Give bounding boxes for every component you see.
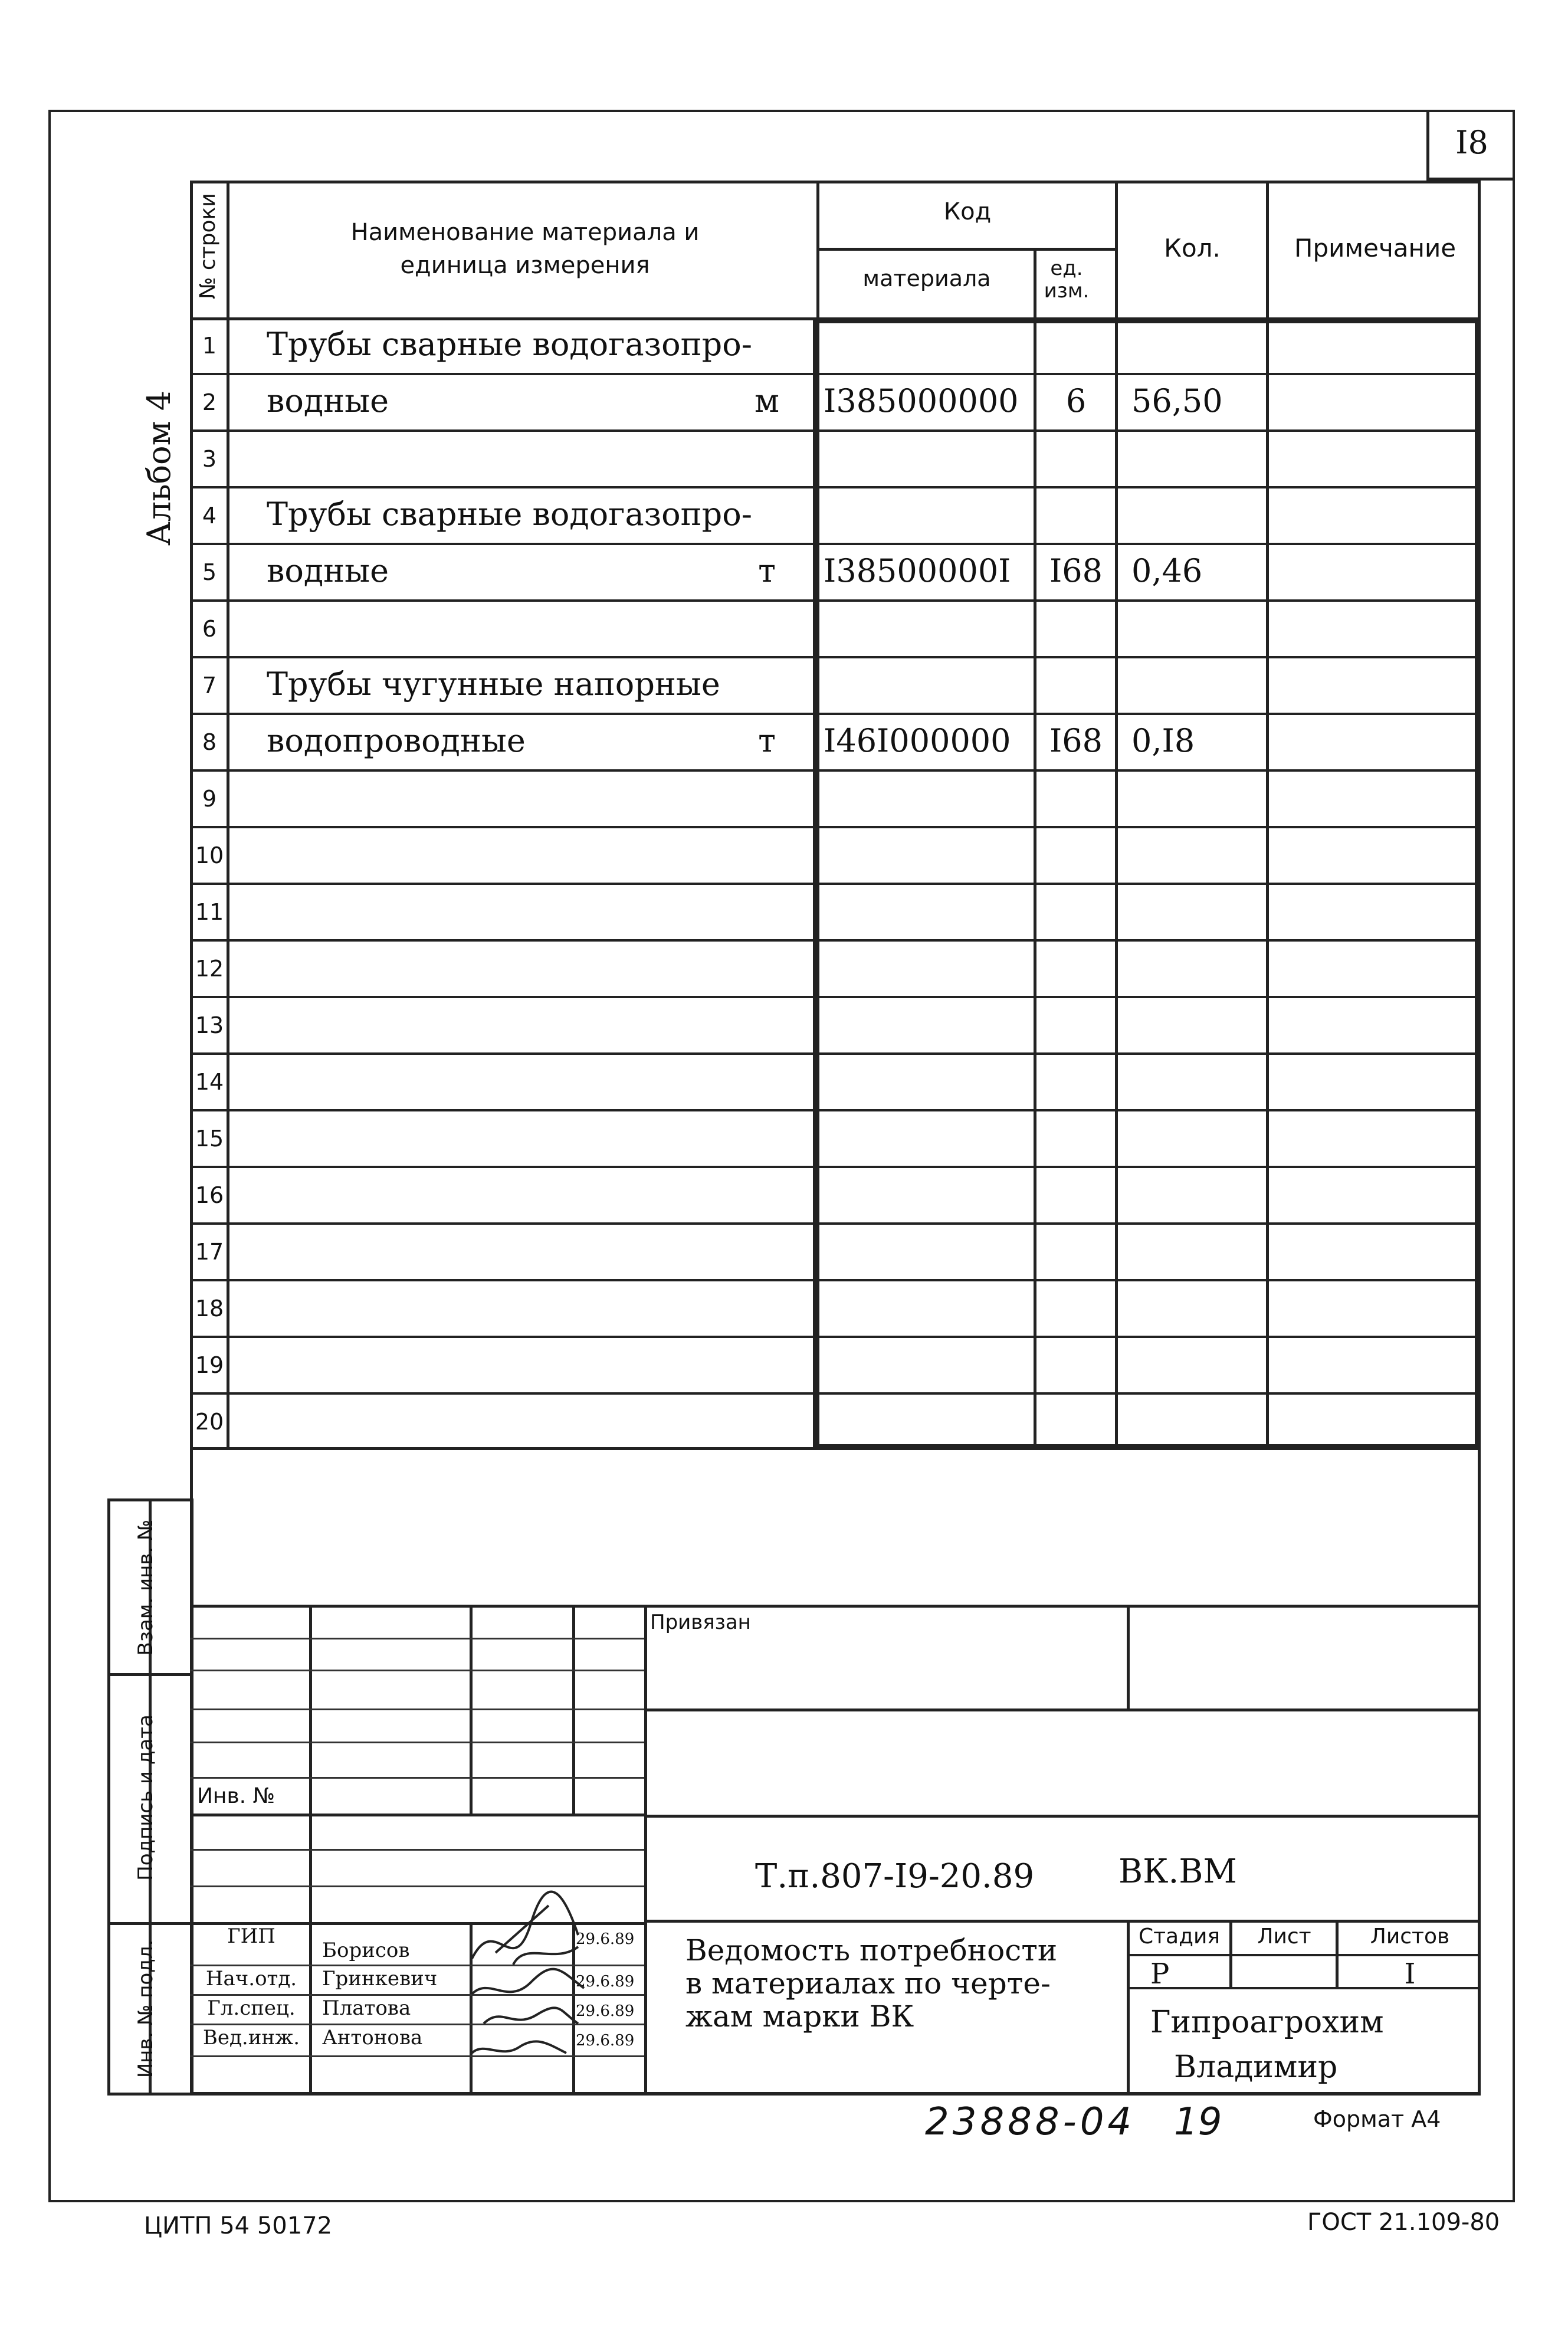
material-name: водные	[267, 552, 389, 589]
stamp-role: Нач.отд.	[205, 1967, 297, 1990]
stamp-role: Гл.спец.	[207, 1996, 296, 2020]
header-name: Наименование материала и единица измерения	[350, 219, 700, 279]
material-unit: т	[758, 722, 776, 759]
unit-code: I68	[1049, 552, 1103, 589]
header-note: Примечание	[1294, 234, 1457, 263]
stamp-date: 29.6.89	[576, 2002, 635, 2020]
album-label: Альбом 4	[140, 390, 178, 546]
row-number: 15	[195, 1126, 224, 1152]
material-code: I46I000000	[824, 722, 1011, 759]
row-number: 9	[202, 786, 217, 812]
row-number: 20	[195, 1409, 224, 1435]
signature-marks	[460, 1888, 596, 2065]
stamp-role: Вед.инж.	[202, 2026, 300, 2049]
row-number: 10	[195, 842, 224, 868]
stamp-title-line: в материалах по черте-	[685, 1966, 1051, 2001]
stamp-date: 29.6.89	[576, 1973, 635, 1990]
stamp-privyazan: Привязан	[650, 1611, 751, 1634]
stamp-doc-code: Т.п.807-I9-20.89	[755, 1857, 1035, 1896]
side-vzam-inv: Взам. инв. №	[134, 1519, 158, 1656]
stamp-sheets: I	[1404, 1957, 1416, 1990]
row-number: 8	[202, 729, 217, 755]
stamp-title	[685, 1934, 1057, 2033]
stamp-date: 29.6.89	[576, 1930, 635, 1948]
footer-handwritten-number: 23888-04	[925, 2100, 1136, 2144]
stamp-stage: Р	[1150, 1957, 1170, 1990]
stamp-mark: ВК.ВМ	[1118, 1852, 1237, 1891]
stamp-stage-label: Стадия	[1138, 1924, 1221, 1949]
unit-code: I68	[1049, 722, 1103, 759]
row-number: 12	[195, 956, 224, 982]
stamp-org-line: Владимир	[1174, 2049, 1338, 2085]
row-number: 6	[202, 616, 217, 642]
stamp-person-name: Платова	[322, 1996, 411, 2020]
row-number: 13	[195, 1012, 224, 1038]
quantity: 56,50	[1131, 382, 1223, 419]
header-code: Код	[943, 198, 992, 225]
material-name: водопроводные	[267, 722, 526, 759]
footer-handwritten-page: 19	[1174, 2100, 1222, 2144]
footer-right: ГОСТ 21.109-80	[1307, 2209, 1500, 2236]
row-number: 18	[195, 1296, 224, 1321]
row-number: 4	[202, 503, 217, 529]
row-number: 19	[195, 1352, 224, 1378]
stamp-date: 29.6.89	[576, 2032, 635, 2049]
row-number: 5	[202, 559, 217, 585]
row-number: 17	[195, 1239, 224, 1265]
sheet-number: I8	[1455, 124, 1488, 161]
header-row-no: № строки	[196, 193, 220, 299]
material-code: I385000000	[824, 382, 1019, 419]
row-number: 7	[202, 673, 217, 699]
row-number: 16	[195, 1182, 224, 1208]
unit-code: 6	[1065, 382, 1087, 419]
header-code-unit: ед. изм.	[1044, 257, 1090, 303]
quantity: 0,46	[1131, 552, 1203, 589]
material-name: Трубы сварные водогазопро-	[267, 326, 752, 363]
stamp-sheet-label: Лист	[1257, 1924, 1311, 1949]
side-inv-podl: Инв. № подл.	[134, 1939, 158, 2078]
stamp-inv-no: Инв. №	[197, 1784, 275, 1808]
stamp-person-name: Борисов	[322, 1939, 410, 1962]
material-unit: м	[754, 382, 779, 419]
stamp-org-line: Гипроагрохим	[1150, 2005, 1384, 2040]
material-name: Трубы сварные водогазопро-	[267, 496, 752, 533]
row-number: 14	[195, 1069, 224, 1095]
stamp-title-line: жам марки ВК	[685, 1999, 914, 2034]
header-code-material: материала	[862, 265, 991, 291]
quantity: 0,I8	[1131, 722, 1195, 759]
stamp-org	[1150, 2000, 1384, 2090]
stamp-sheets-label: Листов	[1370, 1924, 1450, 1949]
footer-format: Формат А4	[1313, 2106, 1441, 2132]
material-unit: т	[758, 552, 776, 589]
stamp-person-name: Антонова	[322, 2026, 423, 2049]
stamp-title-line: Ведомость потребности	[685, 1933, 1058, 1967]
stamp-role: ГИП	[227, 1924, 275, 1948]
material-code: I38500000I	[824, 552, 1011, 589]
stamp-person-name: Гринкевич	[322, 1967, 438, 1990]
material-name: водные	[267, 382, 389, 419]
row-number: 2	[202, 389, 217, 415]
row-number: 3	[202, 446, 217, 472]
side-podpis-data: Подпись и дата	[134, 1714, 158, 1881]
material-name: Трубы чугунные напорные	[267, 665, 720, 703]
row-number: 11	[195, 899, 224, 925]
header-qty: Кол.	[1164, 234, 1221, 263]
row-number: 1	[202, 333, 217, 359]
footer-left: ЦИТП 54 50172	[144, 2212, 333, 2239]
